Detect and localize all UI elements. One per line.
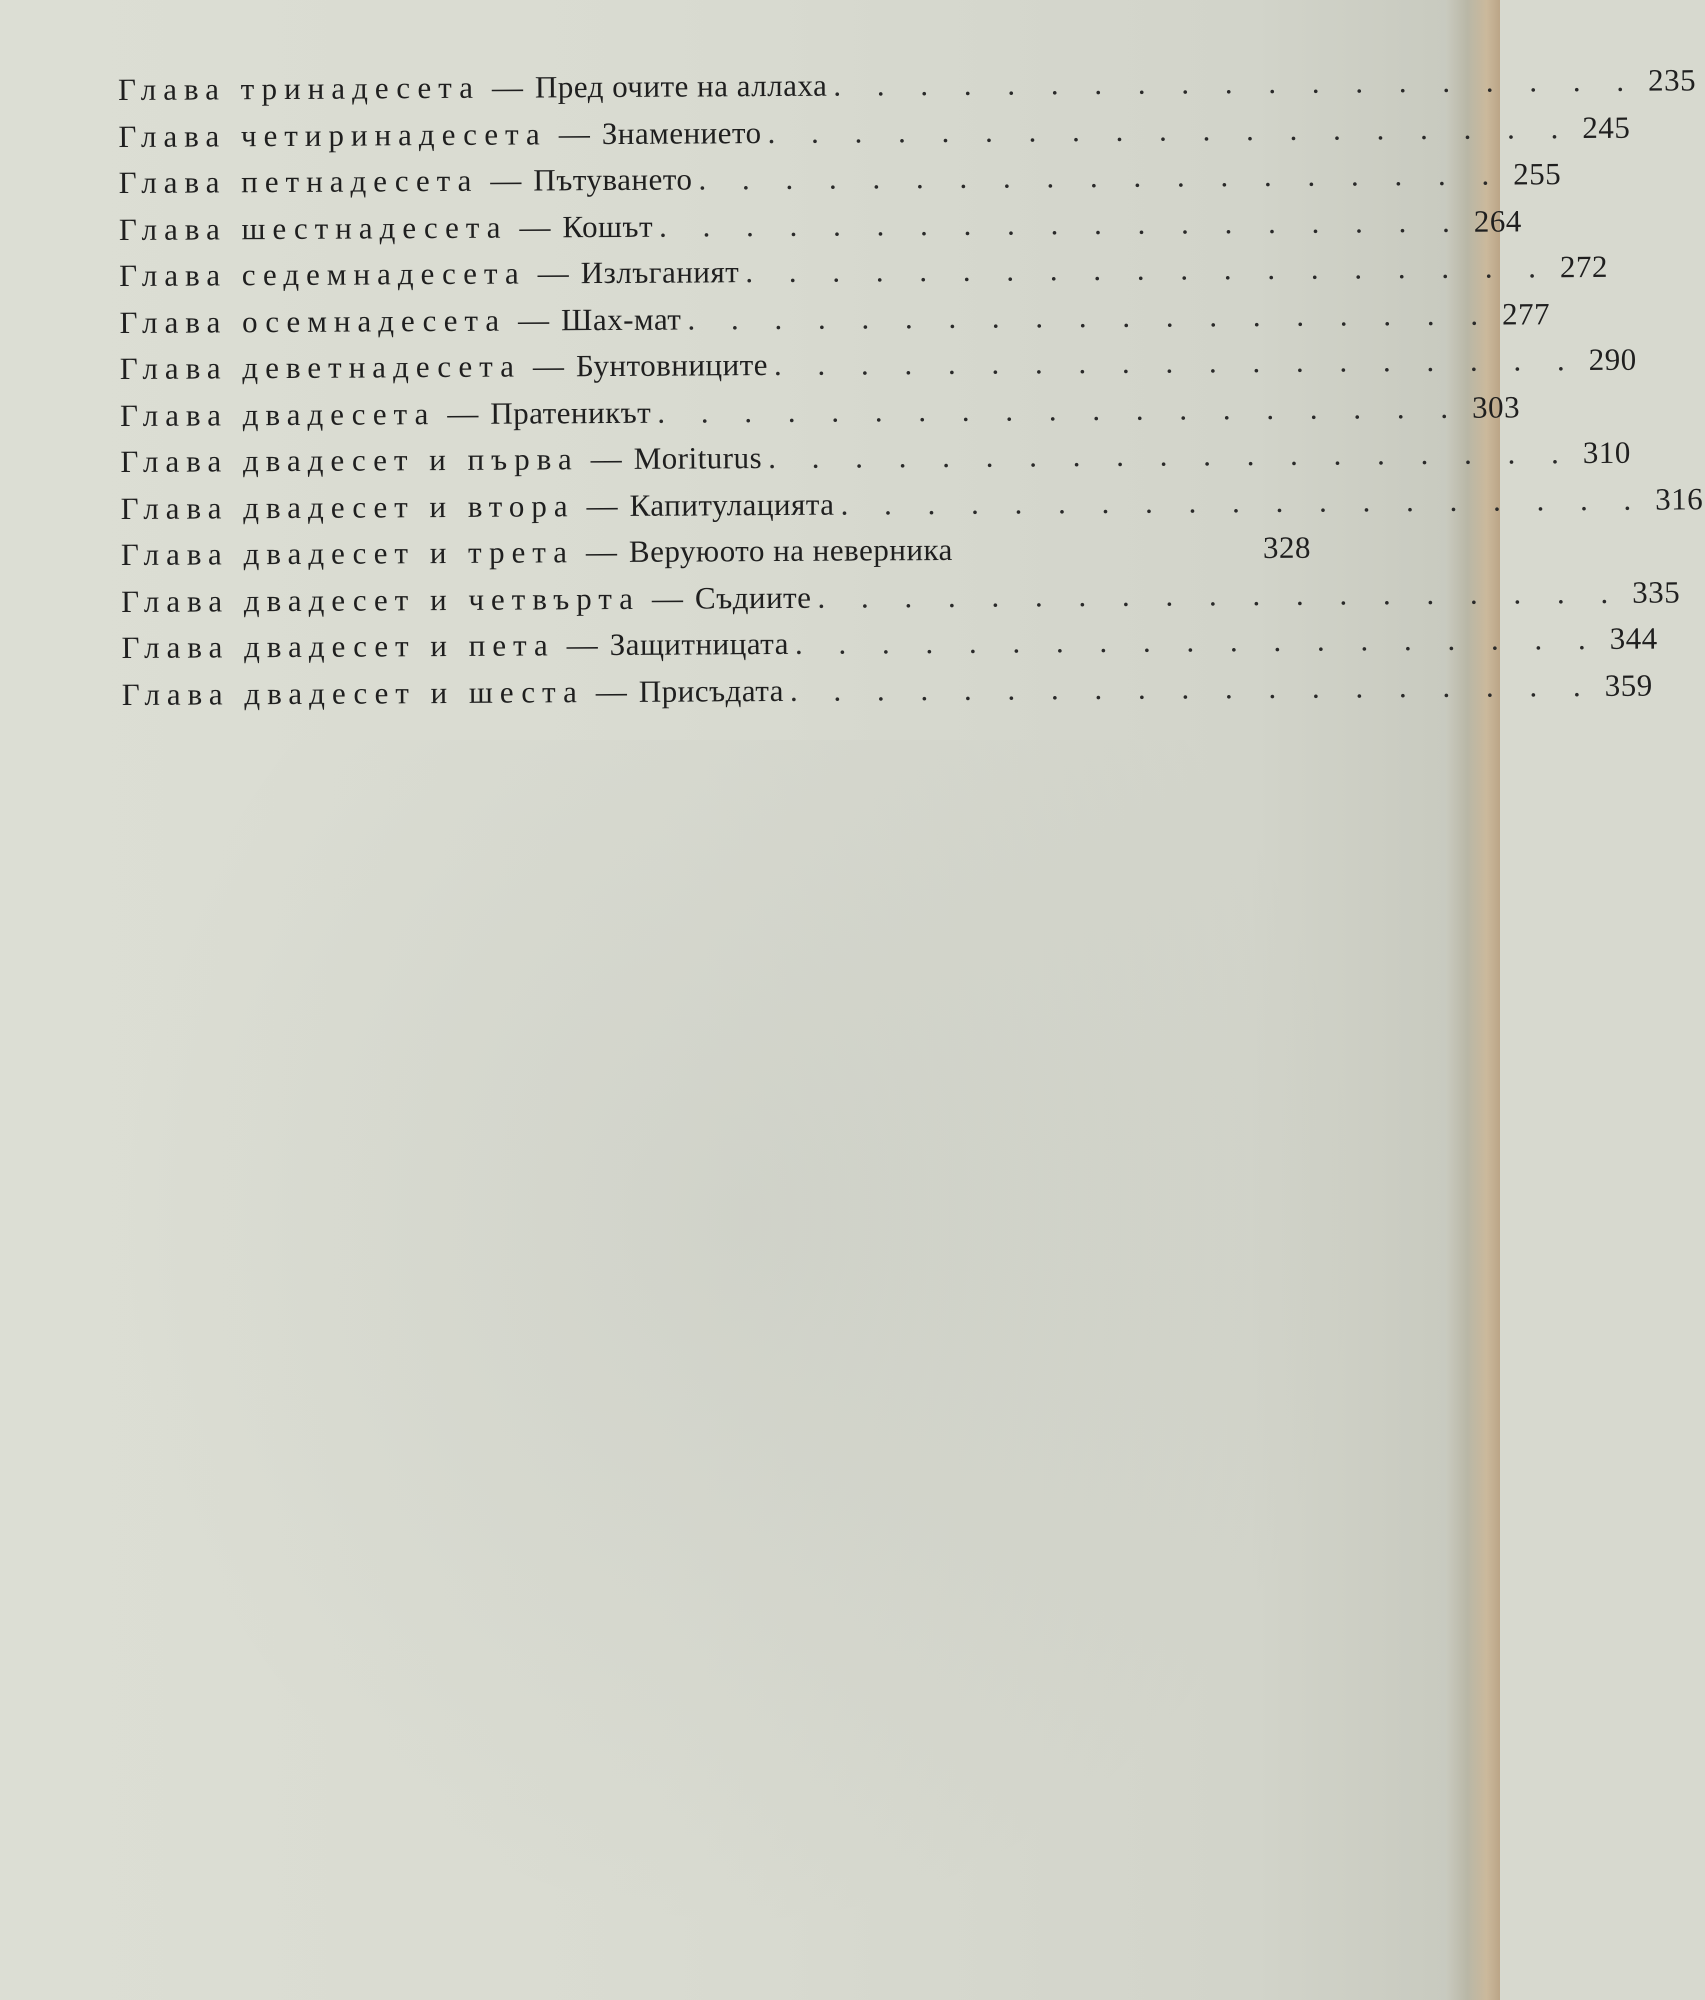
- dash-separator: —: [490, 162, 522, 198]
- dash-separator: —: [586, 487, 618, 523]
- chapter-label: Глава шестнадесета: [118, 209, 508, 247]
- chapter-title: Присъдата: [638, 672, 785, 709]
- toc-entry: [121, 667, 1653, 723]
- toc-entry: [119, 295, 1551, 351]
- chapter-label: Глава деветнадесета: [119, 348, 522, 386]
- page-number: 344: [1609, 620, 1658, 656]
- chapter-title: Веруюото на неверника: [628, 531, 953, 569]
- dash-separator: —: [518, 301, 550, 338]
- chapter-title: Пред очите на аллаха: [534, 67, 828, 105]
- chapter-title: Излъганият: [580, 254, 740, 291]
- dot-leaders: . . . . . . . . . . . . . . . . . . .: [658, 203, 1464, 244]
- chapter-label: Глава четиринадесета: [118, 115, 547, 154]
- dot-leaders: . . . . . . . . . . . . . . . . . . .: [833, 62, 1639, 103]
- dash-separator: —: [651, 580, 684, 616]
- toc-entry: [120, 434, 1631, 491]
- page-number: 303: [1471, 388, 1521, 425]
- chapter-title: Знамението: [601, 114, 762, 151]
- toc-entry: [118, 109, 1631, 165]
- chapter-label: Глава двадесет и трета: [120, 534, 575, 572]
- dot-leaders: . . . . . . . . . . . . . . . . . . .: [768, 435, 1573, 476]
- dot-leaders: [953, 558, 1233, 560]
- dash-separator: —: [491, 69, 524, 105]
- chapter-label: Глава седемнадесета: [119, 255, 526, 293]
- chapter-title: Съдиите: [694, 579, 812, 615]
- chapter-label: Глава тринадесета: [118, 69, 481, 107]
- page-number: 272: [1559, 248, 1609, 285]
- page-number: 328: [1262, 529, 1312, 566]
- dot-leaders: . . . . . . . . . . . . . . . . . . .: [687, 296, 1493, 337]
- toc-entry: [119, 248, 1609, 305]
- chapter-title: Кошът: [562, 208, 654, 244]
- dot-leaders: . . . . . . . . . . . . . . . . . . .: [817, 574, 1623, 615]
- dash-separator: —: [537, 255, 569, 291]
- dash-separator: —: [558, 115, 590, 151]
- chapter-label: Глава двадесет и четвърта: [121, 580, 641, 619]
- dash-separator: —: [566, 627, 598, 663]
- dot-leaders: . . . . . . . . . . . . . . . . . . .: [767, 109, 1573, 150]
- dash-separator: —: [532, 348, 565, 384]
- page-number: 359: [1604, 667, 1653, 703]
- table-of-contents: [118, 62, 1704, 723]
- toc-entry: [119, 341, 1637, 398]
- chapter-label: Глава двадесет и шеста: [121, 673, 584, 712]
- chapter-label: Глава осемнадесета: [119, 302, 507, 340]
- page-number: 264: [1473, 202, 1522, 239]
- toc-entry: [121, 573, 1681, 630]
- dot-leaders: . . . . . . . . . . . . . . . . . . .: [773, 342, 1579, 382]
- chapter-title: Пратеникът: [490, 394, 652, 431]
- show-through-text-area: [110, 740, 1370, 1940]
- page-number: 255: [1513, 156, 1562, 192]
- page-number: 277: [1502, 295, 1551, 332]
- dot-leaders: . . . . . . . . . . . . . . . . . . .: [657, 389, 1463, 430]
- chapter-label: Глава двадесет и втора: [120, 487, 575, 526]
- dash-separator: —: [585, 533, 618, 570]
- dot-leaders: . . . . . . . . . . . . . . . . . . .: [794, 620, 1600, 661]
- dot-leaders: . . . . . . . . . . . . . . . . . . .: [698, 156, 1504, 197]
- dot-leaders: . . . . . . . . . . . . . . . . . . .: [789, 667, 1595, 708]
- chapter-label: Глава двадесета: [119, 395, 436, 433]
- toc-entry: [118, 62, 1697, 119]
- chapter-title: Шах-мат: [561, 301, 682, 337]
- page-number: 235: [1647, 62, 1697, 98]
- toc-entry: [121, 620, 1658, 677]
- chapter-title: Пътуването: [533, 161, 693, 198]
- chapter-title: Защитницата: [609, 625, 790, 663]
- dot-leaders: . . . . . . . . . . . . . . . . . . .: [840, 481, 1646, 522]
- dot-leaders: . . . . . . . . . . . . . . . . . . .: [745, 249, 1551, 290]
- toc-entry: [119, 388, 1521, 444]
- toc-entry: [120, 480, 1704, 537]
- page-number: 310: [1582, 434, 1631, 471]
- chapter-title: Moriturus: [633, 440, 763, 476]
- dash-separator: —: [590, 440, 622, 477]
- chapter-label: Глава двадесет и първа: [120, 441, 579, 479]
- chapter-label: Глава двадесет и пета: [121, 627, 555, 665]
- dash-separator: —: [447, 395, 479, 431]
- page-number: 245: [1582, 109, 1631, 145]
- dash-separator: —: [595, 673, 627, 709]
- page-number: 335: [1632, 573, 1681, 610]
- dash-separator: —: [519, 208, 551, 245]
- toc-entry: [121, 530, 1311, 584]
- page-number: 290: [1588, 341, 1637, 378]
- chapter-label: Глава петнадесета: [118, 162, 479, 200]
- toc-entry: [118, 156, 1562, 212]
- toc-entry: [118, 202, 1522, 258]
- page-number: 316: [1655, 480, 1704, 517]
- chapter-title: Капитулацията: [629, 486, 835, 523]
- chapter-title: Бунтовниците: [575, 347, 769, 384]
